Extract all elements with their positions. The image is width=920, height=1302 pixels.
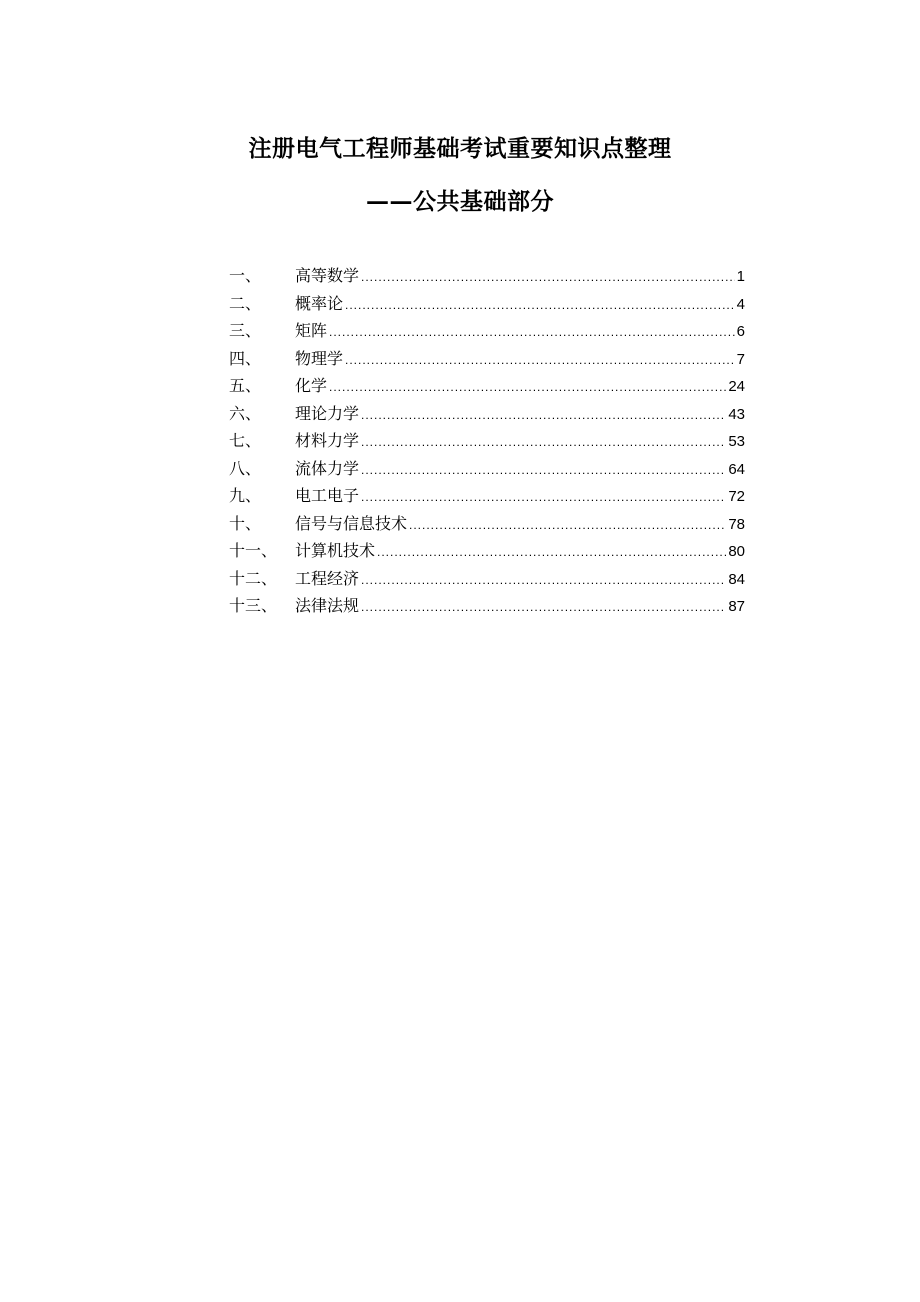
- toc-entry-title[interactable]: 工程经济: [295, 568, 360, 588]
- table-of-contents: [229, 262, 745, 620]
- toc-entry-title[interactable]: 概率论: [295, 293, 344, 313]
- toc-leader-dots: [361, 567, 726, 595]
- toc-entry-11[interactable]: [229, 537, 745, 565]
- toc-entry-page[interactable]: 78: [728, 515, 745, 533]
- toc-entry-page[interactable]: 72: [728, 488, 745, 505]
- toc-entry-page[interactable]: 80: [728, 543, 745, 560]
- document-title: 注册电气工程师基础考试重要知识点整理: [248, 135, 672, 162]
- toc-leader-dots: [361, 264, 735, 292]
- toc-entry-2[interactable]: [229, 290, 745, 318]
- toc-entry-5[interactable]: [229, 372, 745, 400]
- toc-entry-page[interactable]: 53: [728, 433, 745, 450]
- toc-leader-dots: [361, 484, 726, 512]
- toc-entry-3[interactable]: [229, 317, 745, 345]
- toc-entry-number: 九、: [229, 486, 262, 505]
- toc-entry-page[interactable]: 64: [728, 460, 745, 478]
- toc-entry-number: 十一、: [229, 541, 278, 560]
- toc-entry-title[interactable]: 理论力学: [295, 403, 360, 423]
- toc-entry-page[interactable]: 7: [736, 350, 745, 368]
- toc-entry-title[interactable]: 化学: [295, 376, 328, 395]
- toc-leader-dots: [345, 347, 735, 375]
- toc-entry-10[interactable]: [229, 510, 745, 538]
- toc-entry-6[interactable]: [229, 400, 745, 428]
- toc-entry-title[interactable]: 计算机技术: [295, 541, 376, 560]
- toc-entry-page[interactable]: 4: [736, 295, 745, 313]
- toc-entry-7[interactable]: [229, 427, 745, 455]
- toc-entry-page[interactable]: 6: [736, 323, 745, 340]
- toc-entry-title[interactable]: 法律法规: [295, 596, 360, 615]
- toc-entry-8[interactable]: [229, 455, 745, 483]
- toc-entry-9[interactable]: [229, 482, 745, 510]
- toc-entry-number: 八、: [229, 458, 262, 478]
- toc-leader-dots: [329, 374, 726, 402]
- toc-leader-dots: [361, 594, 726, 622]
- toc-entry-number: 十三、: [229, 596, 278, 615]
- toc-entry-title[interactable]: 信号与信息技术: [295, 513, 408, 533]
- toc-entry-number: 十、: [229, 513, 262, 533]
- toc-entry-number: 四、: [229, 348, 262, 368]
- toc-entry-number: 七、: [229, 431, 262, 450]
- toc-entry-12[interactable]: [229, 565, 745, 593]
- toc-entry-page[interactable]: 1: [736, 268, 745, 285]
- toc-leader-dots: [345, 292, 735, 320]
- toc-entry-number: 二、: [229, 293, 262, 313]
- toc-entry-number: 六、: [229, 403, 262, 423]
- toc-leader-dots: [361, 457, 726, 485]
- toc-entry-number: 十二、: [229, 568, 278, 588]
- toc-entry-title[interactable]: 高等数学: [295, 266, 360, 285]
- toc-entry-page[interactable]: 87: [728, 598, 745, 615]
- toc-entry-title[interactable]: 电工电子: [295, 486, 360, 505]
- toc-entry-number: 三、: [229, 321, 262, 340]
- toc-entry-number: 五、: [229, 376, 262, 395]
- toc-entry-page[interactable]: 84: [728, 570, 745, 588]
- toc-entry-title[interactable]: 物理学: [295, 348, 344, 368]
- toc-entry-title[interactable]: 矩阵: [295, 321, 328, 340]
- toc-entry-1[interactable]: [229, 262, 745, 290]
- toc-entry-title[interactable]: 流体力学: [295, 458, 360, 478]
- toc-entry-13[interactable]: [229, 592, 745, 620]
- toc-entry-4[interactable]: [229, 345, 745, 373]
- toc-leader-dots: [377, 539, 726, 567]
- toc-entry-title[interactable]: 材料力学: [295, 431, 360, 450]
- toc-entry-page[interactable]: 43: [728, 405, 745, 423]
- document-subtitle: ——公共基础部分: [366, 188, 554, 215]
- toc-entry-number: 一、: [229, 266, 262, 285]
- toc-leader-dots: [329, 319, 735, 347]
- toc-entry-page[interactable]: 24: [728, 378, 745, 395]
- toc-leader-dots: [361, 429, 726, 457]
- toc-leader-dots: [361, 402, 726, 430]
- toc-leader-dots: [409, 512, 726, 540]
